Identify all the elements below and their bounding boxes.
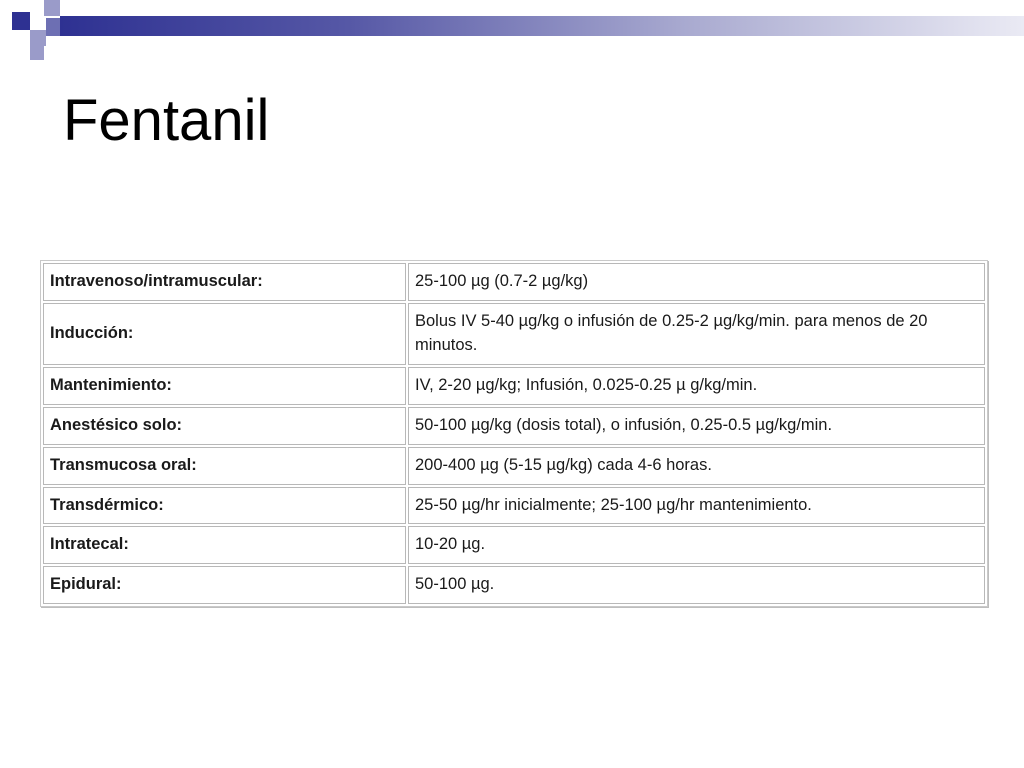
row-value: 200-400 µg (5-15 µg/kg) cada 4-6 horas. xyxy=(408,447,985,485)
table-row xyxy=(43,526,985,564)
row-value: 50-100 µg/kg (dosis total), o infusión, 0.25-0.5 µg/kg/min. xyxy=(408,407,985,445)
row-value: 25-100 µg (0.7-2 µg/kg) xyxy=(408,263,985,301)
row-label: Inducción: xyxy=(43,303,406,365)
page-title: Fentanil xyxy=(63,88,270,153)
table-row xyxy=(43,407,985,445)
row-value: 10-20 µg. xyxy=(408,526,985,564)
corner-square-dark xyxy=(12,12,30,30)
row-value: IV, 2-20 µg/kg; Infusión, 0.025-0.25 µ g/kg/min. xyxy=(408,367,985,405)
row-label: Mantenimiento: xyxy=(43,367,406,405)
table-row xyxy=(43,263,985,301)
corner-square-mid xyxy=(46,18,60,36)
row-label: Transmucosa oral: xyxy=(43,447,406,485)
table-row xyxy=(43,303,985,365)
row-label: Intratecal: xyxy=(43,526,406,564)
row-label: Intravenoso/intramuscular: xyxy=(43,263,406,301)
table-row xyxy=(43,367,985,405)
corner-square-light xyxy=(44,0,60,16)
table-row xyxy=(43,487,985,525)
row-label: Anestésico solo: xyxy=(43,407,406,445)
header-gradient-bar xyxy=(60,16,1024,36)
dosing-table-container xyxy=(40,260,988,607)
table-row xyxy=(43,447,985,485)
row-label: Transdérmico: xyxy=(43,487,406,525)
row-value: 50-100 µg. xyxy=(408,566,985,604)
row-value: Bolus IV 5-40 µg/kg o infusión de 0.25-2 µg/kg/min. para menos de 20 minutos. xyxy=(408,303,985,365)
corner-square-light xyxy=(30,30,46,46)
row-value: 25-50 µg/hr inicialmente; 25-100 µg/hr mantenimiento. xyxy=(408,487,985,525)
dosing-table xyxy=(41,261,987,606)
corner-square-light xyxy=(30,46,44,60)
row-label: Epidural: xyxy=(43,566,406,604)
table-row xyxy=(43,566,985,604)
